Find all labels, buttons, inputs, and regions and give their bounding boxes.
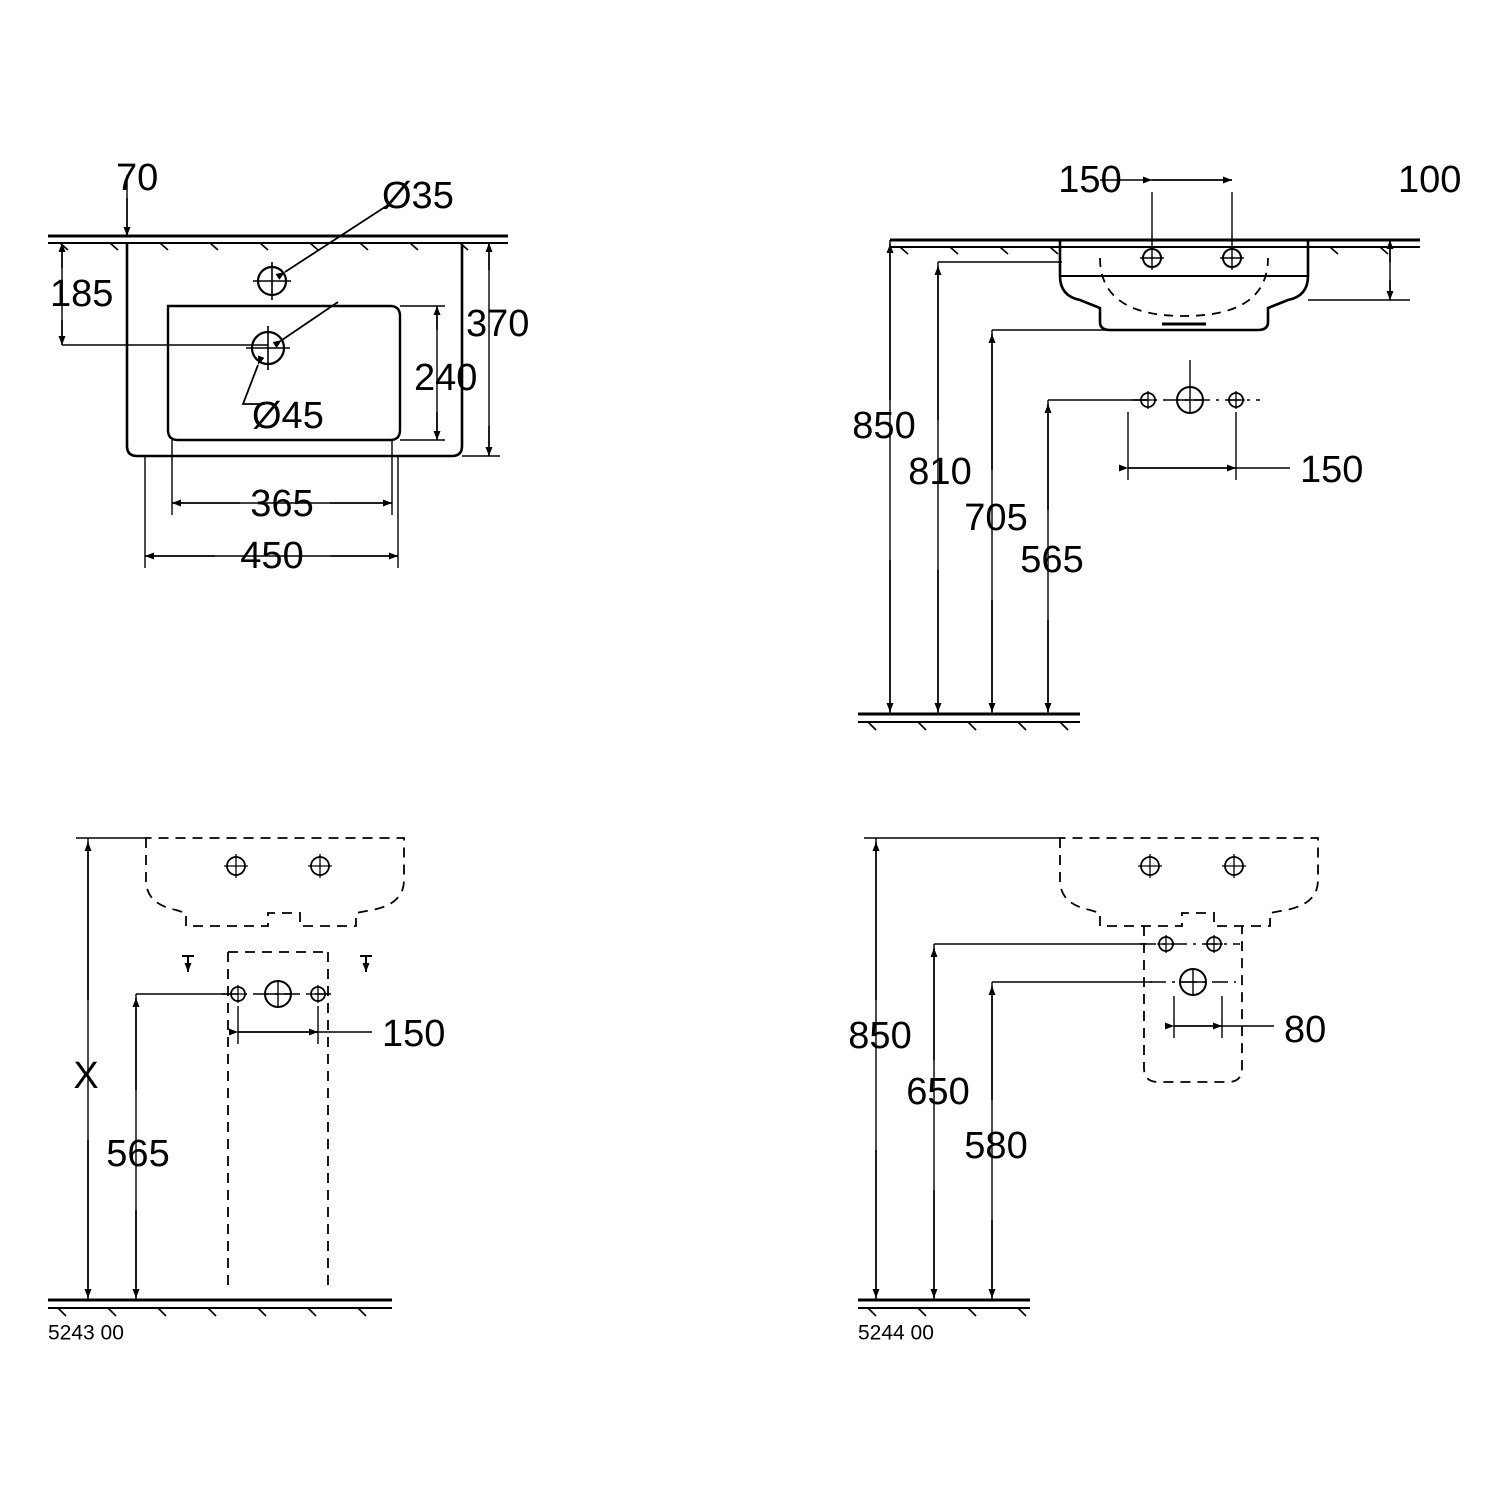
dim-label-850-semi: 850 [848, 1015, 912, 1058]
product-code-pedestal: 5243 00 [48, 1321, 124, 1345]
dim-label-x: X [73, 1055, 99, 1098]
dim-label-810: 810 [908, 451, 972, 494]
dim-label-850: 850 [852, 405, 916, 448]
dim-label-565-pedestal: 565 [106, 1133, 170, 1176]
dim-label-150-top: 150 [1058, 159, 1122, 202]
pedestal-view-geometry [48, 838, 404, 1316]
dim-label-d35: Ø35 [382, 175, 454, 218]
dim-label-150-bottom: 150 [1300, 449, 1364, 492]
dim-label-100: 100 [1398, 159, 1462, 202]
dim-label-240: 240 [414, 357, 478, 400]
dim-label-580: 580 [964, 1125, 1028, 1168]
dim-label-80: 80 [1284, 1009, 1327, 1052]
dim-label-150-pedestal: 150 [382, 1013, 446, 1056]
dim-label-565: 565 [1020, 539, 1084, 582]
dim-label-370: 370 [466, 303, 530, 346]
dim-label-705: 705 [964, 497, 1028, 540]
dim-label-70: 70 [116, 157, 159, 200]
dim-label-450: 450 [240, 535, 304, 578]
dim-label-365: 365 [250, 483, 314, 526]
product-code-semi-pedestal: 5244 00 [858, 1321, 934, 1345]
dim-label-d45: Ø45 [252, 395, 324, 438]
dim-label-185: 185 [50, 273, 114, 316]
dim-label-650: 650 [906, 1071, 970, 1114]
